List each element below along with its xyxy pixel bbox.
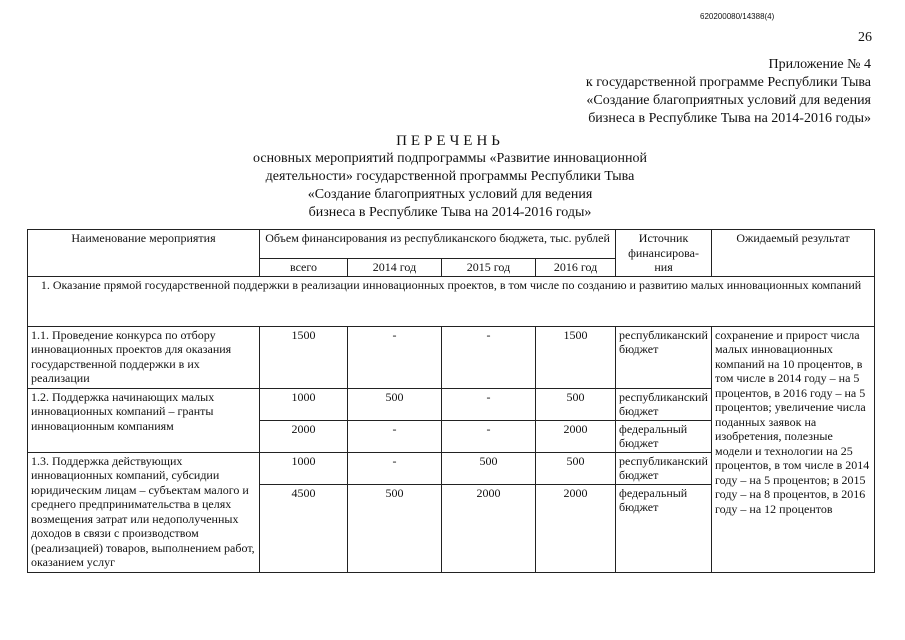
cell-2014: -	[348, 452, 442, 484]
cell-2014: -	[348, 420, 442, 452]
heading-line: деятельности» государственной программы Республики Тыва	[265, 169, 635, 184]
cell-2015: -	[442, 326, 536, 388]
header-funding: Объем финансирования из республиканского бюджета, тыс. рублей	[260, 230, 616, 259]
cell-2016: 500	[536, 388, 616, 420]
expected-result: сохранение и прирост числа малых инновационных компаний на 10 процентов, в том числе в 2014 году – на 5 процентов, в 2016 году – на 5 процентов; увеличение числа поданных заявок на изобретения, полезные модели и технологии на 25 процентов, в том числе в 2014 году – на 5 процентов; в 2015 году – на 8 процентов, в 2016 году – на 12 процентов	[712, 326, 875, 572]
appendix-line: к государственной программе Республики Тыва	[585, 75, 871, 90]
appendix-line: «Создание благоприятных условий для ведения	[586, 93, 871, 108]
appendix-line: бизнеса в Республике Тыва на 2014-2016 годы»	[588, 111, 871, 126]
cell-total: 1000	[260, 388, 348, 420]
measures-table	[27, 229, 875, 573]
heading-line: бизнеса в Республике Тыва на 2014-2016 годы»	[308, 205, 592, 220]
cell-source: республиканский бюджет	[616, 388, 712, 420]
appendix-note	[531, 56, 871, 128]
cell-total: 4500	[260, 484, 348, 572]
cell-source: республиканский бюджет	[616, 452, 712, 484]
cell-2015: -	[442, 420, 536, 452]
header-source: Источник финансирова-ния	[616, 230, 712, 277]
cell-2014: -	[348, 326, 442, 388]
row-name: 1.1. Проведение конкурса по отбору инновационных проектов для оказания государственной поддержки в их реализации	[28, 326, 260, 388]
cell-2014: 500	[348, 388, 442, 420]
heading-line: основных мероприятий подпрограммы «Развитие инновационной	[253, 151, 647, 166]
cell-source: федеральный бюджет	[616, 420, 712, 452]
cell-2016: 1500	[536, 326, 616, 388]
header-result: Ожидаемый результат	[712, 230, 875, 277]
cell-total: 2000	[260, 420, 348, 452]
row-name: 1.2. Поддержка начинающих малых инновационных компаний – гранты инновационным компаниям	[28, 388, 260, 452]
cell-2015: 500	[442, 452, 536, 484]
cell-2016: 500	[536, 452, 616, 484]
cell-2016: 2000	[536, 484, 616, 572]
heading-line: «Создание благоприятных условий для ведения	[307, 187, 593, 202]
heading-title: ПЕРЕЧЕНЬ	[396, 133, 504, 149]
header-2015: 2015 год	[442, 258, 536, 276]
cell-2016: 2000	[536, 420, 616, 452]
document-heading	[200, 132, 700, 222]
cell-2015: -	[442, 388, 536, 420]
cell-source: республиканский бюджет	[616, 326, 712, 388]
appendix-line: Приложение № 4	[768, 57, 871, 72]
page-number: 26	[858, 30, 872, 45]
header-2014: 2014 год	[348, 258, 442, 276]
cell-total: 1000	[260, 452, 348, 484]
header-total: всего	[260, 258, 348, 276]
header-2016: 2016 год	[536, 258, 616, 276]
document-code: 620200080/14388(4)	[700, 12, 775, 21]
table-row	[28, 326, 875, 388]
row-name: 1.3. Поддержка действующих инновационных компаний, субсидии юридическим лицам – субъектам малого и среднего предпринимательства в целях возмещения затрат или недополученных доходов в связи с производством (реализацией) товаров, выполнением работ, оказанием услуг	[28, 452, 260, 572]
header-name: Наименование мероприятия	[28, 230, 260, 277]
cell-total: 1500	[260, 326, 348, 388]
cell-2015: 2000	[442, 484, 536, 572]
cell-2014: 500	[348, 484, 442, 572]
cell-source: федеральный бюджет	[616, 484, 712, 572]
section-title: 1. Оказание прямой государственной поддержки в реализации инновационных проектов, в том числе по созданию и развитию малых инновационных компаний	[28, 276, 875, 326]
